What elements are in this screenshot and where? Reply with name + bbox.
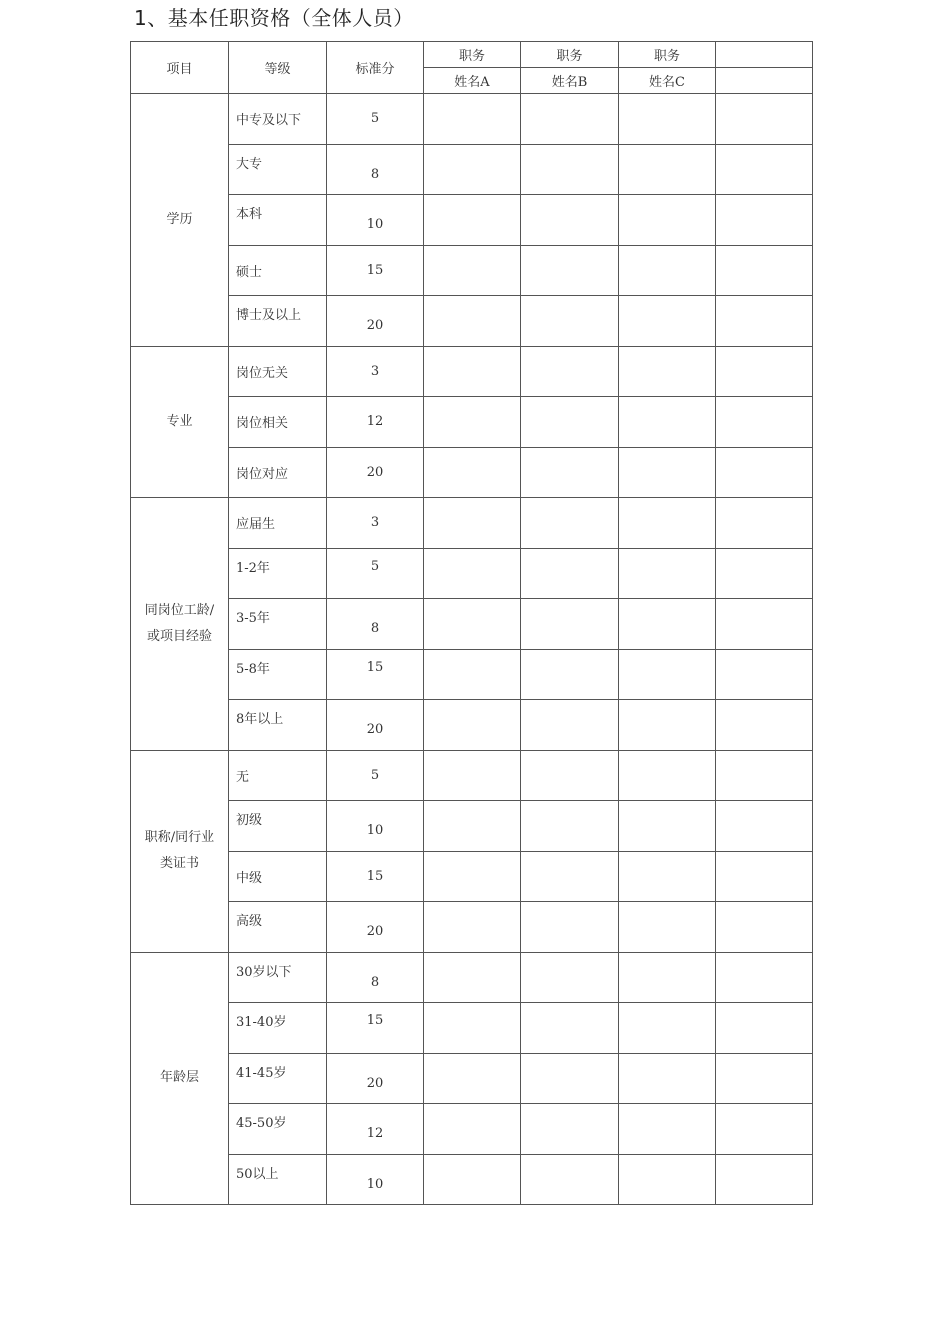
score-cell (327, 498, 424, 549)
score-entry-cell[interactable] (521, 346, 619, 397)
header-item: 项目 (131, 42, 229, 94)
score-cell (327, 801, 424, 852)
level-text: 45-50岁 (236, 1116, 287, 1132)
level-cell (229, 144, 327, 195)
score-text: 15 (366, 262, 384, 278)
table-row (131, 700, 813, 751)
score-text: 20 (366, 464, 384, 480)
score-text: 8 (370, 974, 380, 990)
score-entry-cell[interactable] (424, 144, 521, 195)
score-text: 20 (366, 1075, 384, 1091)
level-cell (229, 548, 327, 599)
level-text: 中专及以下 (236, 113, 302, 129)
level-text: 初级 (236, 813, 263, 829)
score-cell (327, 599, 424, 650)
level-cell (229, 1154, 327, 1205)
score-text: 20 (366, 924, 384, 940)
header-name-a: 姓名A (424, 68, 521, 94)
score-entry-cell[interactable] (716, 649, 813, 700)
score-text: 5 (370, 558, 380, 574)
group-label: 专业 (131, 346, 229, 498)
score-cell (327, 1003, 424, 1054)
level-cell (229, 195, 327, 246)
table-row (131, 245, 813, 296)
score-entry-cell[interactable] (424, 296, 521, 347)
score-entry-cell[interactable] (716, 195, 813, 246)
score-text: 10 (366, 217, 384, 233)
score-entry-cell[interactable] (716, 599, 813, 650)
level-text: 本科 (236, 207, 263, 223)
score-entry-cell[interactable] (619, 447, 716, 498)
level-text: 50以上 (236, 1166, 279, 1182)
table-row (131, 498, 813, 549)
table-row (131, 750, 813, 801)
score-entry-cell[interactable] (424, 447, 521, 498)
score-entry-cell[interactable] (716, 144, 813, 195)
header-row-top (131, 42, 813, 68)
table-row (131, 346, 813, 397)
score-entry-cell[interactable] (619, 902, 716, 953)
score-cell (327, 144, 424, 195)
level-text: 1-2年 (236, 560, 270, 576)
score-cell (327, 447, 424, 498)
score-text: 12 (366, 414, 384, 430)
level-text: 中级 (236, 870, 263, 886)
level-text: 应届生 (236, 517, 276, 533)
score-entry-cell[interactable] (521, 599, 619, 650)
level-text: 5-8年 (236, 661, 270, 677)
score-entry-cell[interactable] (521, 195, 619, 246)
score-entry-cell[interactable] (619, 649, 716, 700)
level-text: 高级 (236, 914, 263, 930)
score-entry-cell[interactable] (716, 245, 813, 296)
table-row (131, 94, 813, 145)
table-row (131, 1053, 813, 1104)
level-cell (229, 296, 327, 347)
score-entry-cell[interactable] (716, 700, 813, 751)
header-score: 标准分 (327, 42, 424, 94)
score-entry-cell[interactable] (716, 952, 813, 1003)
level-cell (229, 245, 327, 296)
score-entry-cell[interactable] (619, 94, 716, 145)
score-entry-cell[interactable] (619, 498, 716, 549)
score-entry-cell[interactable] (424, 1053, 521, 1104)
score-cell (327, 649, 424, 700)
score-cell (327, 94, 424, 145)
score-cell (327, 1154, 424, 1205)
score-entry-cell[interactable] (521, 1053, 619, 1104)
score-cell (327, 1053, 424, 1104)
score-entry-cell[interactable] (521, 952, 619, 1003)
score-entry-cell[interactable] (424, 245, 521, 296)
table-row (131, 397, 813, 448)
table-row (131, 548, 813, 599)
level-cell (229, 750, 327, 801)
level-cell (229, 801, 327, 852)
level-cell (229, 1003, 327, 1054)
score-entry-cell[interactable] (619, 1104, 716, 1155)
header-position-b: 职务 (521, 42, 619, 68)
level-cell (229, 851, 327, 902)
level-cell (229, 498, 327, 549)
score-entry-cell[interactable] (521, 548, 619, 599)
score-entry-cell[interactable] (424, 750, 521, 801)
score-entry-cell[interactable] (521, 700, 619, 751)
score-entry-cell[interactable] (619, 750, 716, 801)
score-cell (327, 1104, 424, 1155)
score-entry-cell[interactable] (424, 902, 521, 953)
score-entry-cell[interactable] (424, 548, 521, 599)
score-entry-cell[interactable] (424, 346, 521, 397)
score-entry-cell[interactable] (619, 245, 716, 296)
score-entry-cell[interactable] (716, 94, 813, 145)
score-cell (327, 700, 424, 751)
level-text: 岗位相关 (236, 416, 289, 432)
score-entry-cell[interactable] (716, 801, 813, 852)
score-entry-cell[interactable] (619, 1003, 716, 1054)
score-text: 15 (366, 868, 384, 884)
score-entry-cell[interactable] (521, 851, 619, 902)
group-label: 年龄层 (131, 952, 229, 1205)
level-cell (229, 397, 327, 448)
score-entry-cell[interactable] (619, 801, 716, 852)
table-row (131, 1104, 813, 1155)
score-entry-cell[interactable] (716, 548, 813, 599)
level-text: 41-45岁 (236, 1065, 287, 1081)
score-cell (327, 851, 424, 902)
table-row (131, 599, 813, 650)
level-text: 30岁以下 (236, 964, 292, 980)
score-entry-cell[interactable] (424, 649, 521, 700)
score-entry-cell[interactable] (424, 599, 521, 650)
score-entry-cell[interactable] (521, 902, 619, 953)
level-text: 3-5年 (236, 611, 270, 627)
score-entry-cell[interactable] (424, 700, 521, 751)
score-entry-cell[interactable] (424, 94, 521, 145)
header-name-d (716, 68, 813, 94)
score-text: 5 (370, 767, 380, 783)
table-row (131, 144, 813, 195)
score-cell (327, 245, 424, 296)
score-entry-cell[interactable] (619, 548, 716, 599)
score-cell (327, 296, 424, 347)
level-cell (229, 94, 327, 145)
score-text: 8 (370, 621, 380, 637)
level-text: 博士及以上 (236, 308, 302, 324)
score-text: 20 (366, 722, 384, 738)
score-entry-cell[interactable] (716, 1104, 813, 1155)
score-entry-cell[interactable] (716, 750, 813, 801)
score-entry-cell[interactable] (619, 1053, 716, 1104)
table-row (131, 447, 813, 498)
header-name-b: 姓名B (521, 68, 619, 94)
score-entry-cell[interactable] (716, 498, 813, 549)
score-cell (327, 346, 424, 397)
score-cell (327, 548, 424, 599)
score-entry-cell[interactable] (716, 1003, 813, 1054)
level-cell (229, 1053, 327, 1104)
score-entry-cell[interactable] (521, 1154, 619, 1205)
score-entry-cell[interactable] (521, 801, 619, 852)
level-text: 岗位无关 (236, 365, 289, 381)
score-entry-cell[interactable] (619, 952, 716, 1003)
score-entry-cell[interactable] (619, 851, 716, 902)
page-title: 1、基本任职资格（全体人员） (134, 6, 414, 30)
score-text: 12 (366, 1126, 384, 1142)
score-entry-cell[interactable] (619, 397, 716, 448)
score-entry-cell[interactable] (619, 296, 716, 347)
score-text: 10 (366, 1176, 384, 1192)
header-name-c: 姓名C (619, 68, 716, 94)
score-text: 10 (366, 823, 384, 839)
level-cell (229, 649, 327, 700)
group-label: 学历 (131, 94, 229, 347)
table-row (131, 952, 813, 1003)
level-text: 8年以上 (236, 712, 284, 728)
score-entry-cell[interactable] (424, 801, 521, 852)
header-position-d (716, 42, 813, 68)
score-entry-cell[interactable] (521, 447, 619, 498)
score-text: 15 (366, 659, 384, 675)
score-entry-cell[interactable] (424, 397, 521, 448)
level-text: 硕士 (236, 264, 263, 280)
score-cell (327, 750, 424, 801)
table-row (131, 1003, 813, 1054)
score-entry-cell[interactable] (424, 1154, 521, 1205)
table-row (131, 195, 813, 246)
group-label: 职称/同行业 类证书 (131, 750, 229, 952)
score-entry-cell[interactable] (521, 245, 619, 296)
level-text: 大专 (236, 156, 263, 172)
score-text: 3 (370, 515, 380, 531)
score-entry-cell[interactable] (521, 1003, 619, 1054)
score-entry-cell[interactable] (424, 195, 521, 246)
level-cell (229, 700, 327, 751)
score-entry-cell[interactable] (619, 700, 716, 751)
level-text: 31-40岁 (236, 1015, 287, 1031)
score-entry-cell[interactable] (619, 144, 716, 195)
level-cell (229, 599, 327, 650)
header-position-c: 职务 (619, 42, 716, 68)
score-entry-cell[interactable] (521, 1104, 619, 1155)
score-entry-cell[interactable] (619, 1154, 716, 1205)
score-entry-cell[interactable] (521, 498, 619, 549)
table-row (131, 801, 813, 852)
score-entry-cell[interactable] (521, 649, 619, 700)
score-entry-cell[interactable] (716, 1053, 813, 1104)
score-entry-cell[interactable] (716, 447, 813, 498)
score-entry-cell[interactable] (521, 750, 619, 801)
score-entry-cell[interactable] (716, 902, 813, 953)
table-row (131, 851, 813, 902)
level-cell (229, 346, 327, 397)
score-entry-cell[interactable] (619, 346, 716, 397)
score-cell (327, 902, 424, 953)
score-entry-cell[interactable] (716, 397, 813, 448)
score-text: 20 (366, 318, 384, 334)
score-cell (327, 195, 424, 246)
level-cell (229, 902, 327, 953)
table-row (131, 296, 813, 347)
score-text: 3 (370, 363, 380, 379)
score-text: 15 (366, 1013, 384, 1029)
score-entry-cell[interactable] (424, 851, 521, 902)
score-entry-cell[interactable] (424, 1003, 521, 1054)
table-row (131, 1154, 813, 1205)
score-entry-cell[interactable] (424, 1104, 521, 1155)
score-text: 8 (370, 166, 380, 182)
score-entry-cell[interactable] (716, 851, 813, 902)
score-entry-cell[interactable] (521, 296, 619, 347)
score-cell (327, 397, 424, 448)
score-entry-cell[interactable] (619, 599, 716, 650)
score-entry-cell[interactable] (521, 94, 619, 145)
score-entry-cell[interactable] (424, 498, 521, 549)
header-position-a: 职务 (424, 42, 521, 68)
score-entry-cell[interactable] (619, 195, 716, 246)
score-entry-cell[interactable] (716, 1154, 813, 1205)
score-entry-cell[interactable] (424, 952, 521, 1003)
level-cell (229, 1104, 327, 1155)
header-level: 等级 (229, 42, 327, 94)
level-text: 岗位对应 (236, 466, 289, 482)
group-label: 同岗位工龄/ 或项目经验 (131, 498, 229, 751)
score-entry-cell[interactable] (716, 346, 813, 397)
score-cell (327, 952, 424, 1003)
score-text: 5 (370, 111, 380, 127)
table-row (131, 649, 813, 700)
score-entry-cell[interactable] (716, 296, 813, 347)
table-row (131, 902, 813, 953)
score-entry-cell[interactable] (521, 144, 619, 195)
score-entry-cell[interactable] (521, 397, 619, 448)
level-cell (229, 447, 327, 498)
level-cell (229, 952, 327, 1003)
qualification-table (130, 41, 813, 1205)
level-text: 无 (236, 769, 250, 785)
